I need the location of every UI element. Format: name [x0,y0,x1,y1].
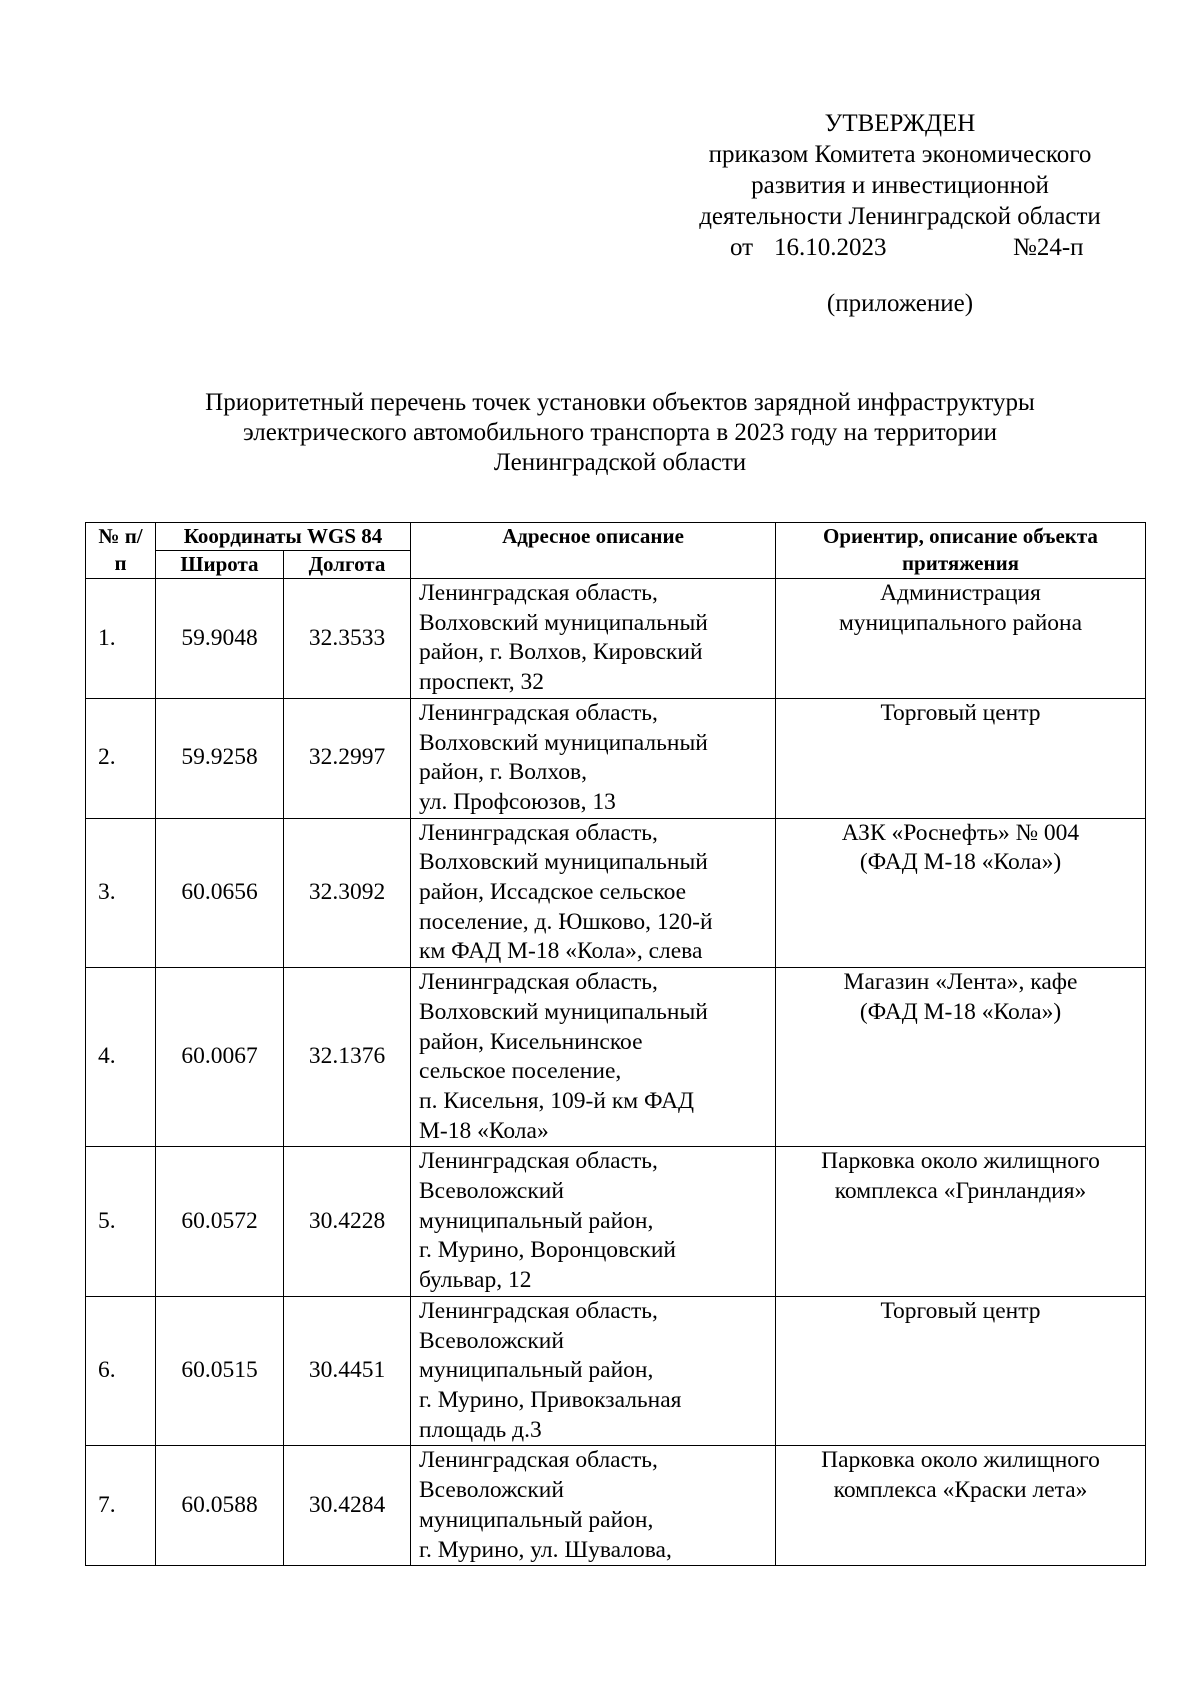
header-lat: Широта [156,551,284,579]
row-lat: 60.0656 [156,818,284,968]
row-address: Ленинградская область, Всеволожский муниципальный район, г. Мурино, Воронцовский бульвар, 12 [411,1147,776,1297]
row-lon: 30.4284 [284,1446,411,1566]
appendix-label: (приложение) [826,290,974,317]
table-row [86,1147,1146,1297]
row-address: Ленинградская область, Волховский муниципальный район, г. Волхов, Кировский проспект, 32 [411,579,776,699]
row-address: Ленинградская область, Всеволожский муниципальный район, г. Мурино, ул. Шувалова, [411,1446,776,1566]
approval-line-1: приказом Комитета экономического [708,141,1092,168]
order-line [650,232,1150,263]
header-num: № п/п [86,523,156,579]
approval-line-2: развития и инвестиционной [751,172,1049,199]
row-lon: 32.3092 [284,818,411,968]
row-lon: 32.2997 [284,698,411,818]
table-row [86,818,1146,968]
row-landmark: Торговый центр [776,1296,1146,1446]
row-lat: 60.0572 [156,1147,284,1297]
header-landmark: Ориентир, описание объекта притяжения [776,523,1146,579]
table-row [86,579,1146,699]
order-number: №24-п [1013,234,1084,261]
table-row [86,1446,1146,1566]
row-landmark: Парковка около жилищного комплекса «Краски лета» [776,1446,1146,1566]
row-address: Ленинградская область, Волховский муниципальный район, Кисельнинское сельское поселение, п. Кисельня, 109-й км ФАД М-18 «Кола» [411,968,776,1147]
approval-line-3: деятельности Ленинградской области [699,203,1101,230]
table-row [86,698,1146,818]
row-lat: 60.0588 [156,1446,284,1566]
row-num: 3. [86,818,156,968]
row-num: 5. [86,1147,156,1297]
header-lon: Долгота [284,551,411,579]
table-row [86,968,1146,1147]
row-lon: 30.4451 [284,1296,411,1446]
row-lon: 32.3533 [284,579,411,699]
header-address: Адресное описание [411,523,776,579]
approval-header [650,108,1150,319]
document-title [90,388,1150,478]
row-num: 1. [86,579,156,699]
row-lon: 32.1376 [284,968,411,1147]
row-address: Ленинградская область, Волховский муниципальный район, Иссадское сельское поселение, д. Юшково, 120-й км ФАД М-18 «Кола», слева [411,818,776,968]
row-num: 2. [86,698,156,818]
title-line-3: Ленинградской области [493,449,747,476]
row-lat: 59.9048 [156,579,284,699]
row-landmark: АЗК «Роснефть» № 004 (ФАД М-18 «Кола») [776,818,1146,968]
row-landmark: Администрация муниципального района [776,579,1146,699]
row-address: Ленинградская область, Всеволожский муниципальный район, г. Мурино, Привокзальная площадь д.3 [411,1296,776,1446]
row-num: 6. [86,1296,156,1446]
row-landmark: Торговый центр [776,698,1146,818]
approved-label: УТВЕРЖДЕН [824,110,976,137]
row-address: Ленинградская область, Волховский муниципальный район, г. Волхов, ул. Профсоюзов, 13 [411,698,776,818]
title-line-2: электрического автомобильного транспорта в 2023 году на территории [243,419,997,446]
row-lat: 60.0067 [156,968,284,1147]
order-date: 16.10.2023 [774,234,887,261]
row-landmark: Парковка около жилищного комплекса «Гринландия» [776,1147,1146,1297]
row-lat: 59.9258 [156,698,284,818]
row-lon: 30.4228 [284,1147,411,1297]
table-row [86,1296,1146,1446]
row-num: 7. [86,1446,156,1566]
title-line-1: Приоритетный перечень точек установки объектов зарядной инфраструктуры [205,389,1035,416]
header-coords: Координаты WGS 84 [156,523,411,551]
charging-points-table [85,522,1146,1566]
from-label: от [730,234,754,261]
row-landmark: Магазин «Лента», кафе (ФАД М-18 «Кола») [776,968,1146,1147]
row-num: 4. [86,968,156,1147]
row-lat: 60.0515 [156,1296,284,1446]
